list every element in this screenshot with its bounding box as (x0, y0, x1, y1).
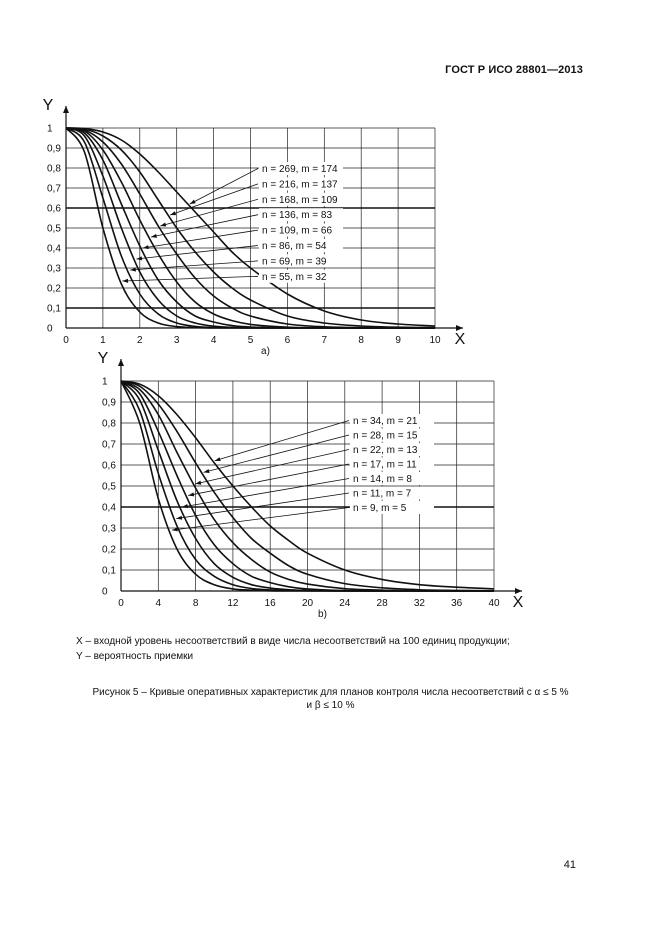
y-tick-label: 0 (47, 323, 53, 335)
x-tick-label: 4 (210, 335, 217, 346)
x-tick-label: 20 (301, 598, 314, 609)
curve-label-leader (215, 421, 349, 461)
y-axis-arrow (118, 359, 124, 366)
curve-label-arrow (122, 279, 128, 283)
curve-label: n = 22, m = 13 (353, 445, 418, 456)
figure-caption (0, 686, 661, 712)
y-axis-label: Y (97, 350, 109, 367)
x-tick-label: 10 (429, 335, 441, 346)
y-tick-label: 0,6 (47, 203, 61, 215)
x-tick-label: 16 (264, 598, 276, 609)
y-tick-label: 1 (102, 376, 108, 388)
x-definition: X – входной уровень несоответствий в виде числа несоответствий на 100 единиц продукции; (76, 636, 510, 647)
x-tick-label: 0 (63, 335, 69, 346)
curve-label: n = 9, m = 5 (353, 503, 407, 514)
y-tick-label: 0,8 (102, 418, 116, 430)
y-tick-label: 0,5 (47, 223, 61, 235)
x-tick-label: 7 (321, 335, 328, 346)
curve-label: n = 86, m = 54 (262, 241, 327, 252)
oc-chart-b (0, 346, 661, 636)
curve-label-leader (190, 169, 258, 205)
x-tick-label: 4 (155, 598, 162, 609)
x-axis-label: X (454, 331, 466, 348)
x-tick-label: 28 (376, 598, 388, 609)
x-tick-label: 36 (451, 598, 463, 609)
curve-label: n = 168, m = 109 (262, 194, 338, 206)
y-tick-label: 0,3 (102, 523, 116, 535)
document-code: ГОСТ Р ИСО 28801—2013 (445, 64, 583, 76)
y-tick-label: 0,4 (47, 243, 61, 255)
x-tick-label: 5 (247, 335, 254, 346)
x-tick-label: 8 (192, 598, 199, 609)
curve-label-arrow (170, 211, 176, 215)
curve-label-leader (143, 230, 258, 248)
y-tick-label: 0,9 (47, 143, 61, 155)
y-tick-label: 0,4 (102, 502, 116, 514)
curve-label-leader (172, 508, 349, 531)
y-tick-label: 0,6 (102, 460, 116, 472)
y-tick-label: 0,2 (102, 544, 116, 556)
x-tick-label: 32 (413, 598, 425, 609)
curve-label-arrow (160, 223, 166, 227)
axis-legend (76, 634, 510, 664)
y-tick-label: 0,1 (47, 303, 61, 315)
y-tick-label: 0,8 (47, 163, 61, 175)
curve-label: n = 69, m = 39 (262, 256, 327, 268)
grid (121, 381, 494, 591)
y-tick-label: 0,1 (102, 565, 116, 577)
x-tick-label: 3 (173, 335, 180, 346)
y-tick-label: 0,2 (47, 283, 61, 295)
curve-label: n = 34, m = 21 (353, 416, 418, 427)
y-definition: Y – вероятность приемки (76, 651, 194, 662)
y-tick-label: 1 (47, 123, 53, 135)
y-axis-arrow (63, 106, 69, 113)
curve-label-arrow (176, 516, 182, 520)
curve-label-arrow (204, 469, 210, 473)
curve-label: n = 14, m = 8 (353, 474, 412, 485)
y-tick-label: 0,7 (102, 439, 116, 451)
curve-label-leader (176, 493, 349, 519)
curve-label-arrow (188, 492, 194, 496)
curve-label: n = 269, m = 174 (262, 164, 338, 175)
curve-label: n = 55, m = 32 (262, 271, 327, 283)
curve-label-arrow (151, 234, 157, 238)
y-axis-label: Y (42, 97, 54, 114)
y-tick-label: 0 (102, 586, 108, 598)
curve-label: n = 28, m = 15 (353, 430, 418, 442)
curve-label: n = 11, m = 7 (353, 488, 412, 500)
x-tick-label: 40 (488, 598, 500, 609)
x-tick-label: 24 (339, 598, 351, 609)
curve-label: n = 136, m = 83 (262, 210, 333, 222)
caption-line-1: Рисунок 5 – Кривые оперативных характеристик для планов контроля числа несоответствий с α ≤ 5 % (92, 687, 569, 698)
x-axis-label: X (512, 594, 524, 611)
curve-label-arrow (190, 200, 196, 204)
y-tick-label: 0,7 (47, 183, 61, 195)
curve-label: n = 216, m = 137 (262, 179, 338, 191)
x-tick-label: 1 (100, 335, 106, 346)
panel-label: a) (261, 346, 270, 357)
panel-label: b) (318, 609, 327, 620)
x-tick-label: 12 (227, 598, 239, 609)
page-number: 41 (563, 859, 576, 871)
oc-chart-a (0, 92, 661, 362)
curve-label-leader (151, 215, 258, 237)
x-tick-label: 6 (284, 335, 291, 346)
curve-label-arrow (143, 245, 149, 249)
y-tick-label: 0,9 (102, 397, 116, 409)
curve-label: n = 109, m = 66 (262, 225, 333, 237)
x-tick-label: 9 (395, 335, 401, 346)
x-tick-label: 2 (137, 335, 143, 346)
x-tick-label: 0 (118, 598, 124, 609)
curve-label-arrow (136, 256, 142, 260)
curve-label-leader (204, 435, 349, 472)
curve-label-arrow (215, 457, 221, 461)
caption-line-2: и β ≤ 10 % (306, 700, 355, 711)
x-tick-label: 8 (358, 335, 364, 346)
y-tick-label: 0,3 (47, 263, 61, 275)
curve-label: n = 17, m = 11 (353, 459, 417, 471)
y-tick-label: 0,5 (102, 481, 116, 493)
